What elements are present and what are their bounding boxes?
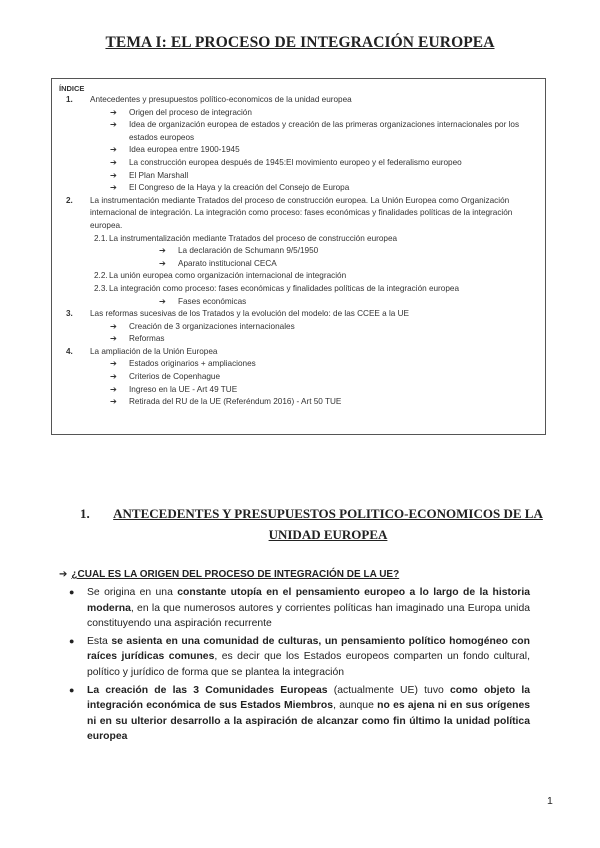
index-list	[59, 94, 537, 409]
section-heading	[80, 503, 550, 545]
arrow-icon: ➔	[59, 569, 68, 580]
arrow-icon: ➔	[110, 372, 117, 382]
index-item-number: 2.	[66, 195, 73, 205]
index-numbered-text: La unión europea como organización internacional de integración	[109, 271, 347, 281]
index-item	[59, 308, 537, 321]
index-subitem	[59, 371, 537, 384]
index-numbered-item	[59, 283, 537, 296]
index-subitem-text: Idea europea entre 1900-1945	[129, 145, 240, 155]
section-title: ANTECEDENTES Y PRESUPUESTOS POLITICO-ECONOMICOS DE LA UNIDAD EUROPEA	[113, 506, 543, 542]
bold-text: no es ajena ni en sus orígenes ni en su ulterior desarrollo a la aspiración de alcanzar como fin último la unidad política europea	[87, 700, 531, 743]
arrow-icon: ➔	[110, 120, 117, 130]
text-run: , es decir que los Estados europeos comparten un fondo cultural, político y jurídico de forma que se plantea la integración	[87, 651, 531, 678]
bullet-text	[87, 634, 530, 681]
arrow-icon: ➔	[110, 359, 117, 369]
index-item-number: 4.	[66, 346, 73, 356]
index-subitem-text: Idea de organización europea de estados y creación de las primeras organizaciones internacionales por los estados europeos	[129, 120, 520, 142]
index-item-text: La ampliación de la Unión Europea	[90, 346, 218, 356]
index-subitem	[59, 170, 537, 183]
text-run: Se origina en una	[87, 587, 178, 598]
bullet-item	[69, 634, 530, 681]
arrow-icon: ➔	[159, 296, 166, 306]
index-item-number: 1.	[66, 95, 73, 104]
index-subitem-text: Ingreso en la UE - Art 49 TUE	[129, 384, 238, 394]
bullet-dot-icon: ●	[69, 587, 75, 597]
index-item-text: Las reformas sucesivas de los Tratados y la evolución del modelo: de las CCEE a la UE	[90, 309, 410, 319]
index-subitem-text: Criterios de Copenhague	[129, 372, 221, 382]
index-item-number: 3.	[66, 309, 73, 319]
page-number: 1	[547, 795, 553, 807]
index-numbered-number: 2.2.	[94, 271, 108, 281]
bold-text: como objeto la integración económica de sus Estados Miembros	[87, 684, 531, 712]
index-subitem	[59, 358, 537, 371]
index-numbered-number: 2.3.	[94, 283, 108, 293]
index-subitem	[59, 384, 537, 397]
arrow-icon: ➔	[159, 246, 166, 256]
index-subitem	[59, 396, 537, 409]
index-subitem	[59, 157, 537, 170]
bold-text: se asienta en una comunidad de culturas, un pensamiento político homogéneo con raíces jurídicas comunes	[87, 635, 530, 663]
text-run: Esta	[87, 635, 112, 647]
index-subitem	[59, 144, 537, 157]
index-subitem-text: El Congreso de la Haya y la creación del Consejo de Europa	[129, 183, 350, 193]
bullet-text	[87, 585, 530, 632]
index-numbered-number: 2.1.	[94, 233, 108, 243]
index-subitem	[59, 182, 537, 195]
index-subitem-text: La construcción europea después de 1945:El movimiento europeo y el federalismo europeo	[129, 157, 462, 167]
index-subitem	[59, 119, 537, 144]
bullet-list	[69, 585, 530, 747]
arrow-icon: ➔	[110, 183, 117, 193]
index-subitem-text: La declaración de Schumann 9/5/1950	[178, 246, 319, 256]
index-subitem-text: Fases económicas	[178, 296, 247, 306]
index-numbered-item	[59, 270, 537, 283]
page-title: TEMA I: EL PROCESO DE INTEGRACIÓN EUROPEA	[105, 34, 495, 51]
index-subitem	[59, 321, 537, 334]
text-run: (actualmente UE) tuvo	[327, 684, 451, 696]
arrow-icon: ➔	[110, 321, 117, 331]
index-numbered-text: La instrumentalización mediante Tratados del proceso de construcción europea	[109, 233, 398, 243]
bullet-item	[69, 585, 530, 632]
index-numbered-text: La integración como proceso: fases económicas y finalidades políticas de la integración europea	[109, 283, 459, 293]
index-subitem	[59, 258, 537, 271]
arrow-icon: ➔	[110, 384, 117, 394]
index-subitem	[59, 296, 537, 309]
bold-text: constante utopía en el pensamiento europeo a lo largo de la historia moderna	[87, 587, 531, 614]
bold-text: La creación de las 3 Comunidades Europeas	[87, 684, 328, 696]
index-subitem-text: El Plan Marshall	[129, 170, 189, 180]
index-item	[59, 346, 537, 359]
bullet-dot-icon: ●	[69, 635, 75, 646]
question-heading	[59, 569, 399, 580]
arrow-icon: ➔	[110, 334, 117, 344]
arrow-icon: ➔	[159, 258, 166, 268]
index-subitem-text: Reformas	[129, 334, 165, 344]
index-subitem	[59, 107, 537, 120]
text-run: , aunque	[333, 700, 378, 712]
arrow-icon: ➔	[110, 107, 117, 117]
bullet-item	[69, 683, 530, 745]
text-run: , en la que numerosos autores y corrientes políticas han imaginado una Europa unida constituyendo una aspiración recurrente	[87, 602, 530, 630]
arrow-icon: ➔	[110, 170, 117, 180]
question-text: ¿CUAL ES LA ORIGEN DEL PROCESO DE INTEGRACIÓN DE LA UE?	[71, 569, 400, 580]
arrow-icon: ➔	[110, 157, 117, 167]
index-item	[59, 94, 537, 107]
index-subitem	[59, 245, 537, 258]
index-subitem	[59, 333, 537, 346]
bullet-dot-icon: ●	[69, 684, 75, 695]
index-heading: ÍNDICE	[59, 84, 85, 93]
arrow-icon: ➔	[110, 397, 117, 407]
bullet-text	[87, 683, 530, 745]
index-box	[51, 78, 546, 435]
index-subitem-text: Estados originarios + ampliaciones	[129, 359, 256, 369]
index-item-text: Antecedentes y presupuestos político-economicos de la unidad europea	[90, 95, 352, 104]
index-subitem-text: Aparato institucional CECA	[178, 258, 277, 268]
index-item-text: La instrumentación mediante Tratados del proceso de construcción europea. La Unión Europea como Organización internacional de integración. La integración como proceso: fases económicas y finalidades políticas de la integración europea.	[90, 195, 513, 230]
index-item	[59, 195, 537, 233]
arrow-icon: ➔	[110, 145, 117, 155]
index-subitem-text: Creación de 3 organizaciones internacionales	[129, 321, 295, 331]
index-subitem-text: Origen del proceso de integración	[129, 107, 252, 117]
index-numbered-item	[59, 233, 537, 246]
section-number: 1.	[80, 506, 90, 521]
index-subitem-text: Retirada del RU de la UE (Referéndum 2016) - Art 50 TUE	[129, 397, 342, 407]
